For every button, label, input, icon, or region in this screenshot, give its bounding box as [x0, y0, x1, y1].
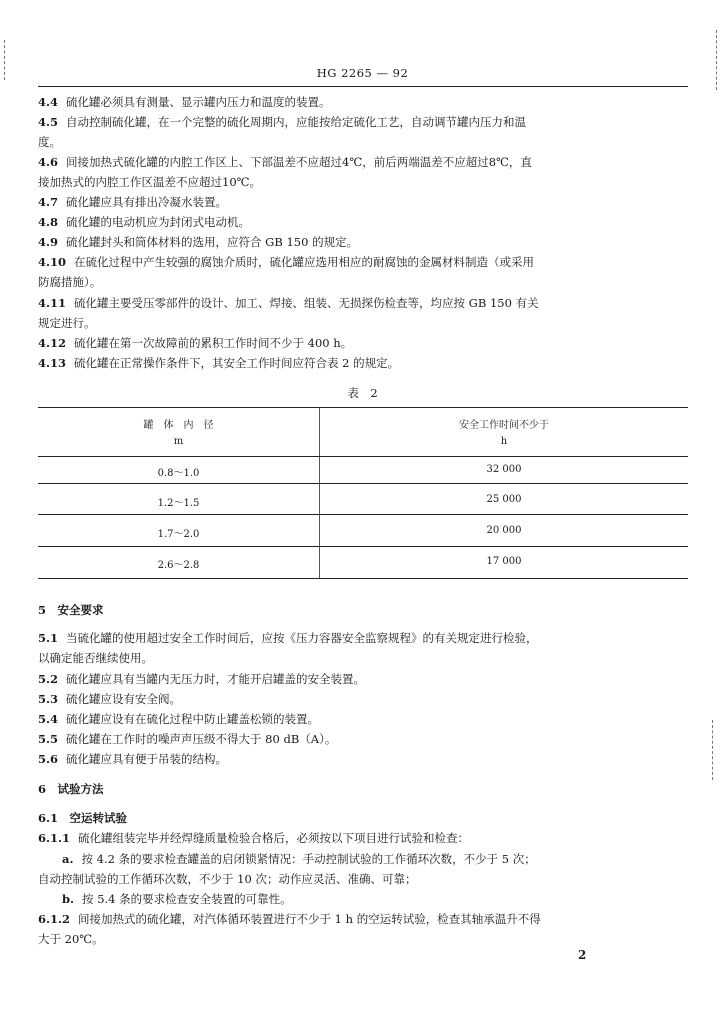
clause-number: 4.5 [38, 115, 59, 129]
clause-number: 5.6 [38, 752, 59, 766]
table-header-rule [38, 456, 688, 457]
table-row-rule [38, 546, 688, 547]
clause-line [38, 711, 693, 727]
clause-text: 硫化罐在正常操作条件下，其安全工作时间应符合表 2 的规定。 [74, 356, 400, 370]
clause-text: 接加热式的内腔工作区温差不应超过10℃。 [38, 175, 261, 189]
clause-continuation [38, 650, 693, 666]
item-marker: a. [62, 852, 74, 866]
clause-continuation [38, 315, 693, 331]
clause-text: 硫化罐主要受压零部件的设计、加工、焊接、组装、无损探伤检查等，均应按 GB 150 有关 [74, 296, 539, 310]
clause-line [38, 830, 693, 846]
clause-text: 硫化罐在工作时的噪声声压级不得大于 80 dB（A）。 [66, 732, 337, 746]
table-header-hours-unit: h [500, 436, 508, 447]
standard-code-header: HG 2265 — 92 [316, 66, 409, 80]
table-row-rule [38, 483, 688, 484]
clause-continuation [38, 274, 693, 290]
clause-number: 4.12 [38, 336, 67, 350]
clause-number: 4.4 [38, 95, 59, 109]
table-top-rule [38, 407, 688, 408]
clause-number: 5.2 [38, 672, 59, 686]
clause-text: 硫化罐应设有安全阀。 [66, 692, 182, 706]
table-cell-hours: 20 000 [486, 525, 522, 536]
clause-line [38, 691, 693, 707]
clause-line [38, 254, 693, 270]
subsection-6-1-title: 6.1 空运转试验 [38, 811, 128, 825]
clause-number: 4.10 [38, 255, 67, 269]
clause-text: 按 4.2 条的要求检查罐盖的启闭锁紧情况：手动控制试验的工作循环次数，不少于 5 次； [81, 852, 536, 866]
clause-text: 当硫化罐的使用超过安全工作时间后，应按《压力容器安全监察规程》的有关规定进行检验， [66, 631, 538, 645]
clause-text: 硫化罐应设有在硫化过程中防止罐盖松锁的装置。 [66, 712, 320, 726]
clause-text: 间接加热式硫化罐的内腔工作区上、下部温差不应超过4℃，前后两端温差不应超过8℃，直 [66, 155, 532, 169]
clause-number: 4.11 [38, 296, 67, 310]
clause-text: 硫化罐应具有排出冷凝水装置。 [66, 195, 228, 209]
clause-text: 硫化罐封头和筒体材料的选用，应符合 GB 150 的规定。 [66, 235, 359, 249]
clause-line [38, 295, 693, 311]
clause-number: 5.1 [38, 631, 59, 645]
clause-number: 4.13 [38, 356, 67, 370]
clause-text: 度。 [38, 135, 61, 149]
table-bottom-rule [38, 578, 688, 579]
clause-number: 4.7 [38, 195, 59, 209]
clause-text: 硫化罐组装完毕并经焊缝质量检验合格后，必须按以下项目进行试验和检查： [78, 831, 470, 845]
clause-item [62, 851, 717, 867]
clause-number: 5.4 [38, 712, 59, 726]
clause-line [38, 234, 693, 250]
clause-line [38, 194, 693, 210]
clause-line [38, 911, 693, 927]
clause-number: 6.1.1 [38, 831, 71, 845]
clause-continuation [38, 871, 693, 887]
table-cell-hours: 32 000 [486, 464, 522, 475]
clause-text: 硫化罐在第一次故障前的累积工作时间不少于 400 h。 [74, 336, 353, 350]
clause-line [38, 335, 693, 351]
table-cell-diameter: 0.8～1.0 [157, 468, 200, 479]
clause-number: 6.1.2 [38, 912, 71, 926]
clause-text: 间接加热式的硫化罐，对汽体循环装置进行不少于 1 h 的空运转试验，检查其轴承温升不得 [78, 912, 541, 926]
scan-edge-mark [716, 30, 717, 90]
clause-number: 5.5 [38, 732, 59, 746]
table-cell-hours: 25 000 [486, 494, 522, 505]
clause-text: 防腐措施）。 [38, 275, 102, 289]
table-caption: 表 2 [347, 386, 378, 400]
clause-number: 4.8 [38, 215, 59, 229]
clause-line [38, 355, 693, 371]
clause-line [38, 214, 693, 230]
clause-number: 5.3 [38, 692, 59, 706]
clause-continuation [38, 174, 693, 190]
clause-text: 规定进行。 [38, 316, 96, 330]
clause-continuation [38, 931, 693, 947]
section-5-title: 5 安全要求 [38, 603, 104, 617]
table-header-diameter-unit: m [173, 436, 184, 447]
clause-text: 大于 20℃。 [38, 932, 104, 946]
table-cell-diameter: 1.2～1.5 [157, 498, 200, 509]
table-header-diameter: 罐 体 内 径 [143, 420, 214, 431]
clause-continuation [38, 134, 693, 150]
clause-line [38, 671, 693, 687]
table-cell-hours: 17 000 [486, 556, 522, 567]
clause-text: 按 5.4 条的要求检查安全装置的可靠性。 [82, 892, 292, 906]
clause-line [38, 630, 693, 646]
clause-text: 硫化罐的电动机应为封闭式电动机。 [66, 215, 251, 229]
clause-line [38, 154, 693, 170]
clause-line [38, 731, 693, 747]
clause-text: 自动控制试验的工作循环次数，不少于 10 次；动作应灵活、准确、可靠； [38, 872, 417, 886]
clause-text: 在硫化过程中产生较强的腐蚀介质时，硫化罐应选用相应的耐腐蚀的金属材料制造（或采用 [74, 255, 535, 269]
section-6-title: 6 试验方法 [38, 782, 104, 796]
table-cell-diameter: 2.6～2.8 [157, 560, 200, 571]
clause-line [38, 751, 693, 767]
item-marker: b. [62, 892, 75, 906]
clause-number: 4.6 [38, 155, 59, 169]
table-cell-diameter: 1.7～2.0 [157, 529, 200, 540]
clause-item [62, 891, 717, 907]
table-column-divider [319, 408, 320, 578]
clause-line [38, 114, 693, 130]
table-header-hours: 安全工作时间不少于 [459, 420, 549, 431]
scan-edge-mark [712, 720, 713, 780]
clause-line [38, 94, 693, 110]
scan-edge-mark [4, 40, 5, 80]
clause-text: 硫化罐应具有当罐内无压力时，才能开启罐盖的安全装置。 [66, 672, 366, 686]
page-number: 2 [578, 948, 587, 962]
clause-text: 以确定能否继续使用。 [38, 651, 153, 665]
header-rule [38, 86, 688, 87]
clause-text: 硫化罐应具有便于吊装的结构。 [66, 752, 228, 766]
clause-number: 4.9 [38, 235, 59, 249]
clause-text: 硫化罐必须具有测量、显示罐内压力和温度的装置。 [66, 95, 331, 109]
table-row-rule [38, 514, 688, 515]
clause-text: 自动控制硫化罐，在一个完整的硫化周期内，应能按给定硫化工艺，自动调节罐内压力和温 [66, 115, 527, 129]
